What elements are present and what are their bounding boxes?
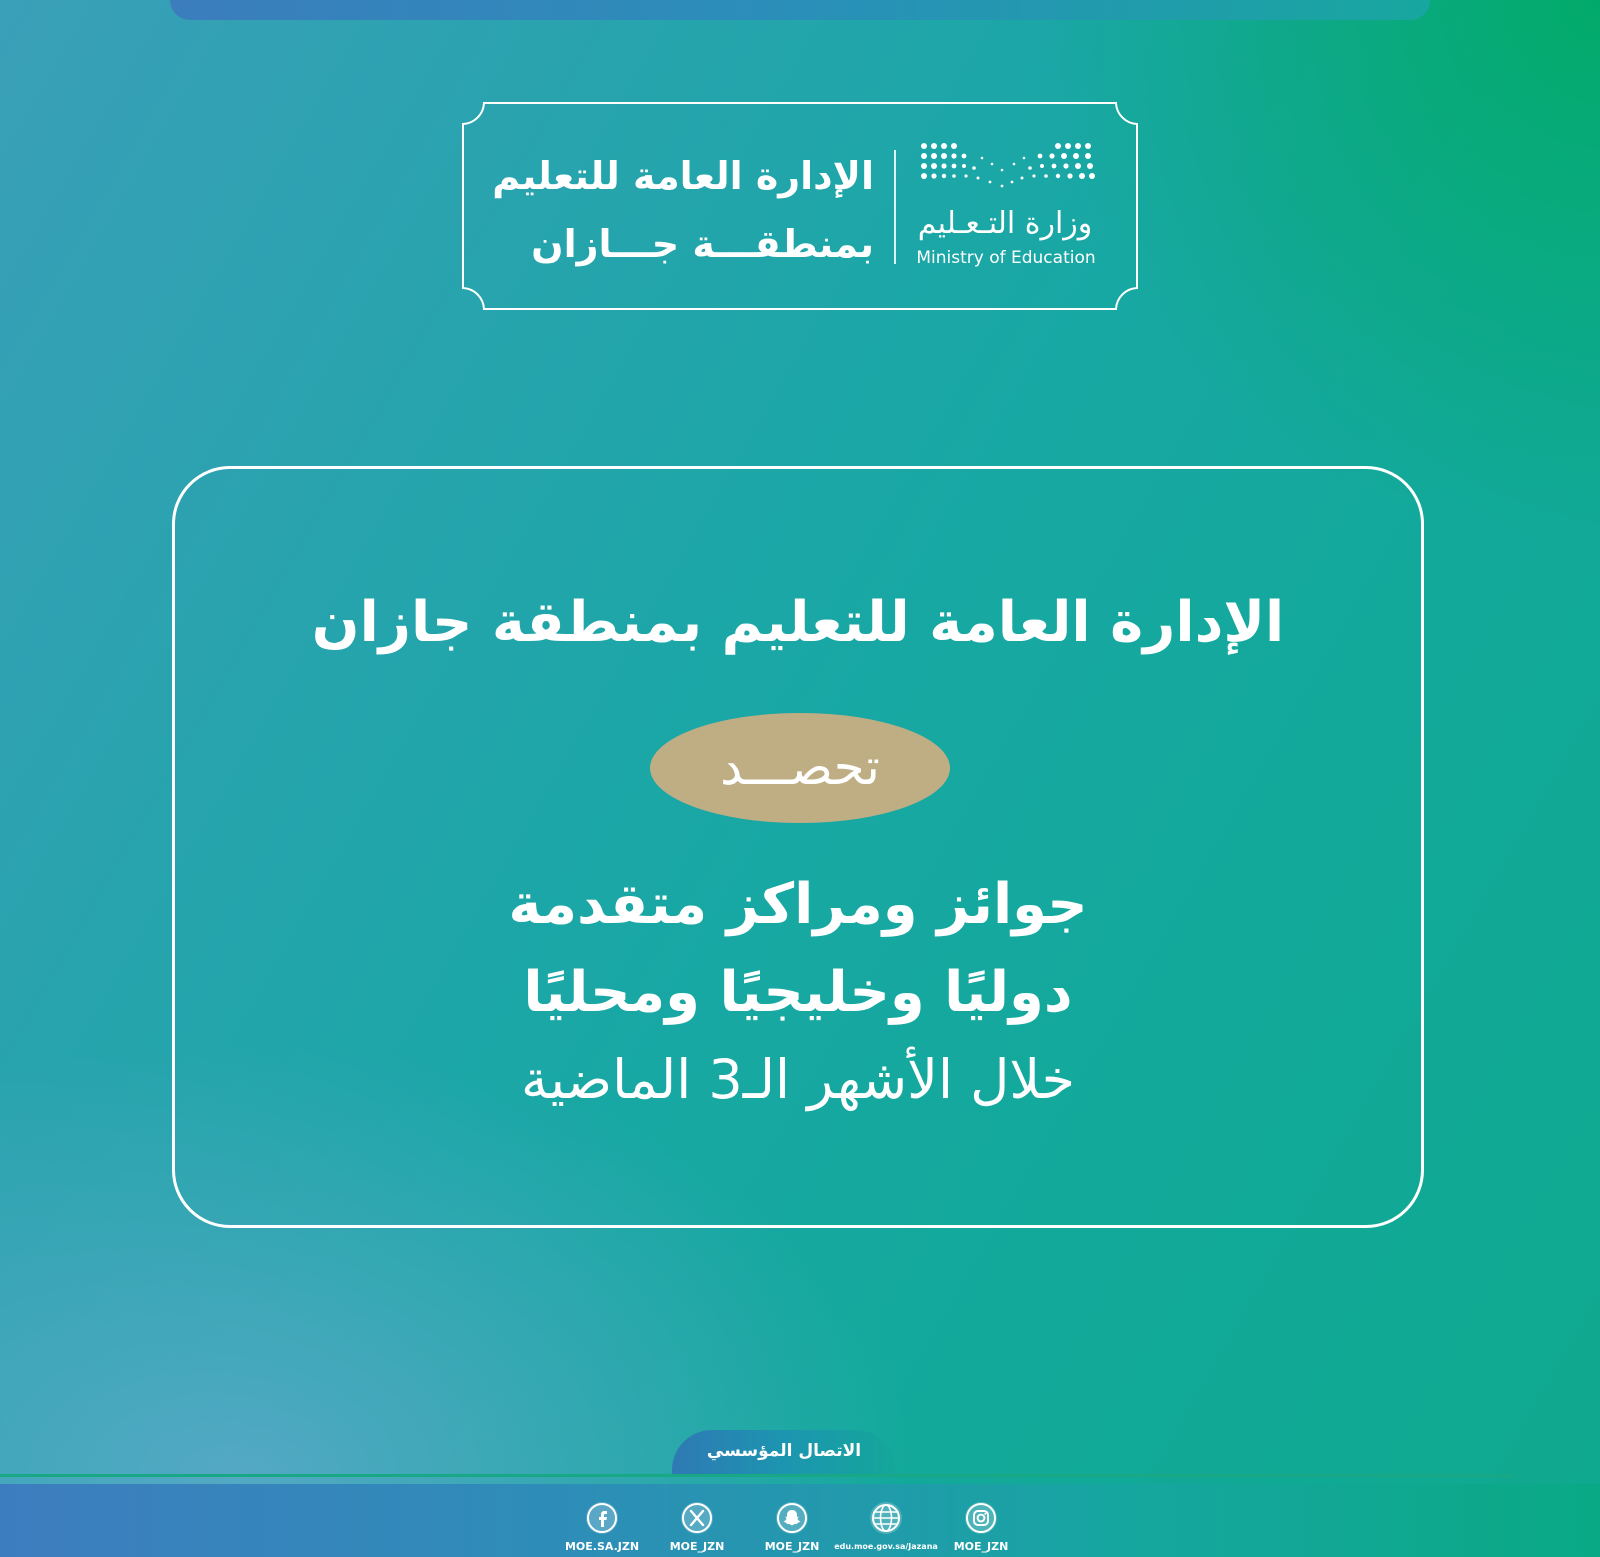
instagram-icon — [965, 1502, 997, 1534]
logo-divider — [894, 150, 896, 264]
department-name-line2: بمنطقـــة جـــازان — [531, 222, 874, 266]
footer-divider-line — [0, 1474, 1516, 1477]
announcement-line-1: جوائز ومراكز متقدمة — [508, 872, 1088, 937]
facebook-icon — [586, 1502, 618, 1534]
footer-tab-label: الاتصال المؤسسي — [706, 1441, 862, 1461]
social-handle: MOE.SA.JZN — [564, 1540, 640, 1553]
announcement-line-3: خلال الأشهر الـ3 الماضية — [521, 1048, 1075, 1111]
department-name-line1: الإدارة العامة للتعليم — [492, 154, 874, 198]
social-website[interactable] — [831, 1502, 941, 1551]
announcement-headline: الإدارة العامة للتعليم بمنطقة جازان — [311, 590, 1285, 655]
ministry-logo-mark — [918, 140, 1098, 200]
announcement-line-2: دوليًا وخليجيًا ومحليًا — [523, 960, 1073, 1025]
x-icon — [681, 1502, 713, 1534]
social-handle: MOE_JZN — [764, 1540, 820, 1553]
snapchat-icon — [776, 1502, 808, 1534]
ministry-name-english: Ministry of Education — [916, 248, 1096, 268]
top-decorative-bar — [170, 0, 1430, 20]
ministry-name-arabic: وزارة التـعـليم — [917, 206, 1093, 241]
social-handle: edu.moe.gov.sa/Jazana — [834, 1542, 938, 1551]
social-facebook[interactable] — [547, 1502, 657, 1553]
social-handle: MOE_JZN — [953, 1540, 1009, 1553]
announcement-card — [172, 466, 1424, 1228]
globe-icon — [870, 1502, 902, 1534]
highlight-badge-label: تحصـــد — [720, 738, 880, 796]
social-instagram[interactable] — [926, 1502, 1036, 1553]
social-handle: MOE_JZN — [669, 1540, 725, 1553]
social-x[interactable] — [642, 1502, 752, 1553]
